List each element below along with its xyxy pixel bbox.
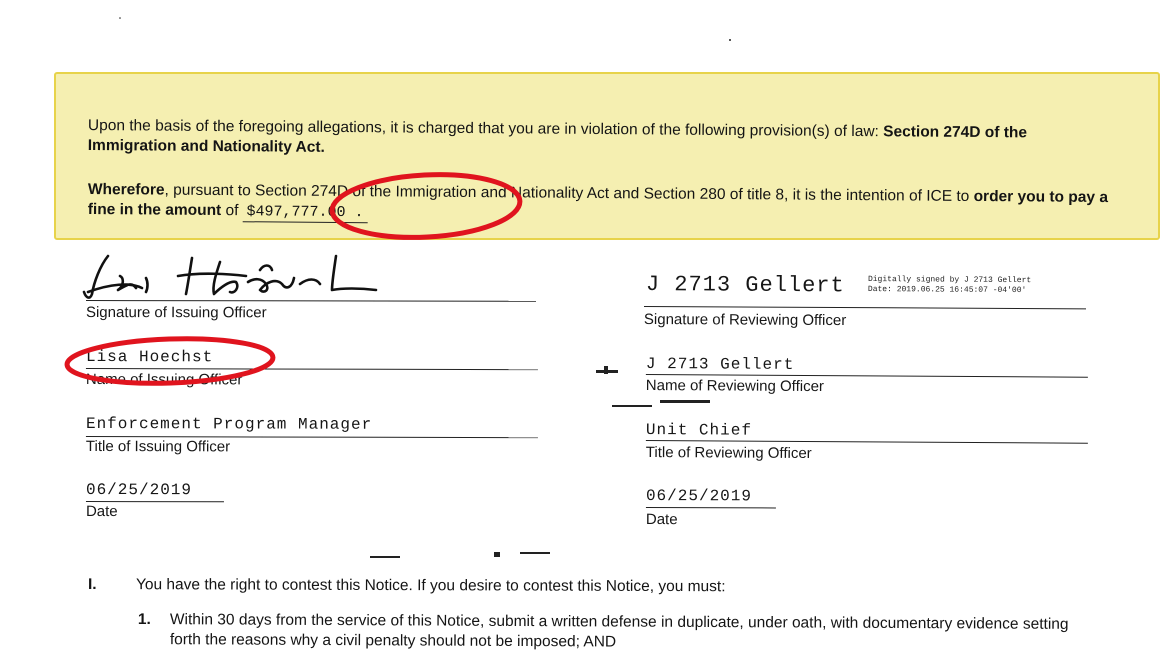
wherefore-text: , pursuant to Section 274D of the Immigration and Nationality Act and Section 280 of title 8, it is the intention of ICE to	[164, 181, 970, 205]
reviewing-date-caption: Date	[645, 510, 678, 529]
wherefore-lead: Wherefore	[87, 180, 165, 199]
reviewing-title-caption: Title of Reviewing Officer	[645, 443, 812, 463]
issuing-date: 06/25/2019	[85, 481, 193, 500]
charge-provision: Section 274D of the Immigration and Nationality Act.	[87, 123, 1028, 156]
reviewing-date: 06/25/2019	[645, 487, 753, 506]
section-marker: I.	[87, 576, 97, 594]
charge-text: Upon the basis of the foregoing allegations, it is charged that you are in violation of the following provision(s) of law:	[87, 116, 879, 141]
reviewing-name-caption: Name of Reviewing Officer	[645, 376, 824, 396]
reviewing-officer-name: J 2713 Gellert	[645, 355, 795, 374]
issuing-title-caption: Title of Issuing Officer	[85, 437, 231, 456]
issuing-officer-title: Enforcement Program Manager	[85, 415, 373, 434]
issuing-date-caption: Date	[85, 502, 118, 521]
rights-text: You have the right to contest this Notice. If you desire to contest this Notice, you must:	[135, 576, 726, 596]
reviewing-digital-signature-name: J 2713 Gellert	[645, 272, 845, 299]
reviewing-officer-title: Unit Chief	[645, 421, 753, 440]
issuing-signature-caption: Signature of Issuing Officer	[85, 304, 267, 322]
fine-amount-value: $497,777.00	[246, 203, 346, 222]
item-marker: 1.	[137, 611, 151, 629]
of-word: of	[225, 202, 239, 220]
digital-signature-line-2: Date: 2019.06.25 16:45:07 -04'00'	[867, 284, 1027, 296]
digital-signature-line-1: Digitally signed by J 2713 Gellert	[867, 275, 1032, 286]
wherefore-order: order you to pay a fine in the amount	[87, 187, 1109, 220]
reviewing-signature-caption: Signature of Reviewing Officer	[643, 310, 847, 330]
issuing-officer-name: Lisa Hoechst	[85, 348, 214, 367]
issuing-name-caption: Name of Issuing Officer	[85, 370, 243, 389]
fine-amount-period: .	[354, 204, 364, 222]
rights-item-text: Within 30 days from the service of this Notice, submit a written defense in duplicate, under oath, with documentary evidence setting forth the reasons why a civil penalty should not be imposed; AND	[169, 611, 1069, 651]
